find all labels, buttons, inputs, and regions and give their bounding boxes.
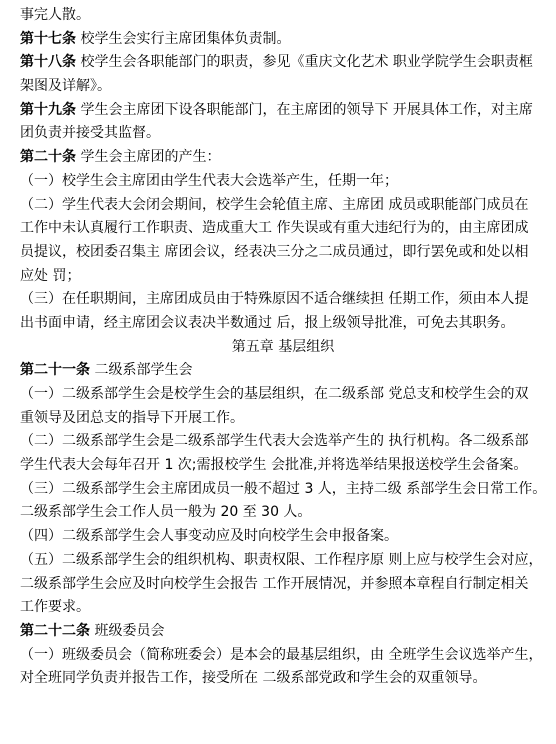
line-text: （五）二级系部学生会的组织机构、职责权限、工作程序原 则上应与校学生会对应， xyxy=(20,551,543,568)
text-line xyxy=(20,479,546,499)
chapter-title: 第五章 基层组织 xyxy=(231,338,335,355)
line-text: （一）班级委员会（简称班委会）是本会的最基层组织，由 全班学生会议选举产生， xyxy=(20,646,543,663)
text-line xyxy=(20,289,546,309)
line-text: （一）校学生会主席团由学生代表大会选举产生，任期一年； xyxy=(20,172,398,189)
line-text: （一）二级系部学生会是校学生会的基层组织，在二级系部 党总支和校学生会的双 xyxy=(20,386,529,402)
line-text: 工作要求。 xyxy=(20,599,90,616)
text-line xyxy=(20,597,546,617)
text-line xyxy=(20,147,546,167)
text-line xyxy=(20,266,546,286)
text-line xyxy=(20,455,546,475)
line-text: 架图及详解》。 xyxy=(20,78,111,95)
article-number: 第二十条 xyxy=(20,149,76,166)
line-text: 应处 罚； xyxy=(20,267,81,284)
text-line xyxy=(20,621,546,641)
text-line xyxy=(20,550,546,570)
line-text: （三）二级系部学生会主席团成员一般不超过 3 人，主持二级 系部学生会日常工作。 xyxy=(20,480,546,497)
line-text: （二）二级系部学生会是二级系部学生代表大会选举产生的 执行机构。各二级系部 xyxy=(20,433,529,450)
text-line xyxy=(20,218,546,238)
text-line xyxy=(20,76,546,96)
text-line xyxy=(20,360,546,380)
text-line xyxy=(20,100,546,120)
line-text: 校学生会实行主席团集体负责制。 xyxy=(76,30,291,47)
text-line xyxy=(20,29,546,49)
line-text: （二）学生代表大会闭会期间，校学生会轮值主席、主席团 成员或职能部门成员在 xyxy=(20,196,529,213)
text-line xyxy=(20,384,546,404)
line-text: 班级委员会 xyxy=(90,622,165,639)
line-text: 二级系部学生会工作人员一般为 20 至 30 人。 xyxy=(20,504,312,521)
line-text: （四）二级系部学生会人事变动应及时向校学生会申报备案。 xyxy=(20,528,398,545)
line-text: 出书面申请，经主席团会议表决半数通过 后，报上级领导批准，可免去其职务。 xyxy=(20,314,515,331)
line-text: （三）在任职期间，主席团成员由于特殊原因不适合继续担 任期工作，须由本人提 xyxy=(20,291,529,308)
article-number: 第二十一条 xyxy=(20,362,90,379)
text-line xyxy=(20,431,546,451)
text-line xyxy=(20,5,546,25)
article-number: 第二十二条 xyxy=(20,622,90,639)
line-text: 学生会主席团的产生： xyxy=(76,149,221,166)
text-line xyxy=(20,52,546,72)
text-line xyxy=(20,195,546,215)
text-line xyxy=(20,408,546,428)
line-text: 重领导及团总支的指导下开展工作。 xyxy=(20,409,244,426)
line-text: 事完人散。 xyxy=(20,7,90,23)
article-number: 第十七条 xyxy=(20,30,76,47)
line-text: 校学生会各职能部门的职责，参见《重庆文化艺术 职业学院学生会职责框 xyxy=(76,54,533,71)
line-text: 学生会主席团下设各职能部门，在主席团的领导下 开展具体工作，对主席 xyxy=(76,101,533,118)
text-line xyxy=(20,526,546,546)
text-line xyxy=(20,242,546,262)
line-text: 二级系部学生会 xyxy=(90,362,193,379)
article-number: 第十九条 xyxy=(20,101,76,118)
line-text: 工作中未认真履行工作职责、造成重大工 作失误或有重大违纪行为的，由主席团成 xyxy=(20,220,529,237)
text-line xyxy=(20,574,546,594)
article-number: 第十八条 xyxy=(20,54,76,71)
text-line xyxy=(20,668,546,688)
line-text: 学生代表大会每年召开 1 次;需报校学生 会批准,并将选举结果报送校学生会备案。 xyxy=(20,457,528,474)
line-text: 对全班同学负责并报告工作，接受所在 二级系部党政和学生会的双重领导。 xyxy=(20,670,487,687)
text-line xyxy=(20,645,546,665)
line-text: 二级系部学生会应及时向校学生会报告 工作开展情况，并参照本章程自行制定相关 xyxy=(20,575,529,592)
line-text: 员提议，校团委召集主 席团会议，经表决三分之二成员通过，即行罢免或和处以相 xyxy=(20,243,529,260)
text-line xyxy=(20,313,546,333)
document-page xyxy=(0,5,556,744)
text-line xyxy=(20,123,546,143)
chapter-heading xyxy=(20,337,546,357)
text-line xyxy=(20,502,546,522)
line-text: 团负责并接受其监督。 xyxy=(20,125,160,142)
text-line xyxy=(20,171,546,191)
